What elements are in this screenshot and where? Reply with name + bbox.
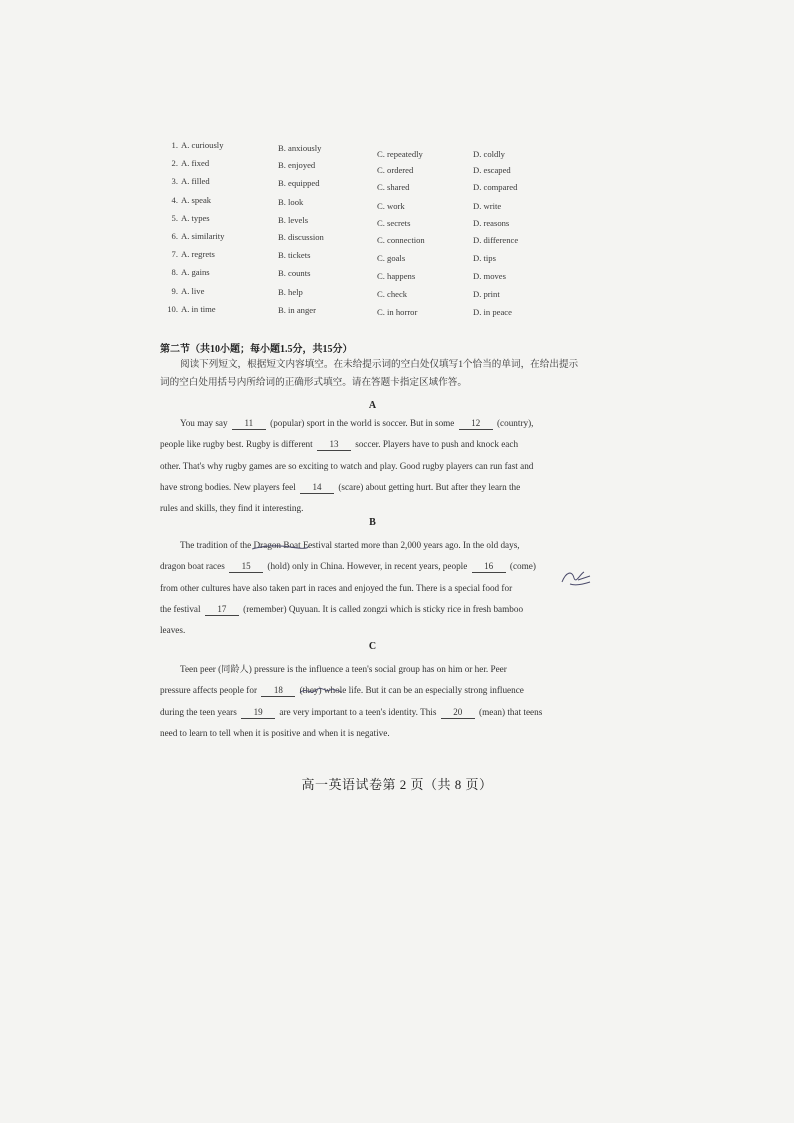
question-number: 6. <box>171 230 178 241</box>
passage-line: the festival 17 (remember) Quyuan. It is called zongzi which is sticky rice in fresh bamboo <box>160 603 524 614</box>
passage-line: The tradition of the Dragon Boat Festival started more than 2,000 years ago. In the old days, <box>180 540 520 550</box>
option-a: A. speak <box>181 194 212 205</box>
options-table <box>164 140 564 322</box>
option-d: D. difference <box>473 234 519 245</box>
passage-c <box>160 659 585 744</box>
question-number: 8. <box>171 267 178 278</box>
passage-line: have strong bodies. New players feel 14 (scare) about getting hurt. But after they learn the <box>160 481 521 492</box>
option-a: A. filled <box>181 176 210 187</box>
option-row <box>164 304 564 322</box>
passage-line: leaves. <box>160 625 186 636</box>
option-b: B. look <box>278 196 304 207</box>
option-row <box>164 195 564 213</box>
blank-11: 11 <box>232 418 266 430</box>
question-number: 10. <box>167 303 178 314</box>
option-a: A. gains <box>181 267 210 278</box>
option-a: A. live <box>181 285 205 296</box>
passage-line: rules and skills, they find it interesting. <box>160 503 304 514</box>
option-d: D. reasons <box>473 217 510 228</box>
option-row <box>164 267 564 285</box>
passage-line: need to learn to tell when it is positive and when it is negative. <box>160 727 390 738</box>
option-b: B. anxiously <box>278 143 322 153</box>
option-c: C. work <box>377 200 405 211</box>
passage-b <box>160 535 585 641</box>
option-a: A. curiously <box>181 140 224 150</box>
option-d: D. coldly <box>473 149 505 159</box>
question-number: 5. <box>171 212 178 223</box>
option-c: C. in horror <box>377 306 418 317</box>
option-b: B. counts <box>278 268 311 279</box>
option-b: B. in anger <box>278 304 316 315</box>
page-footer: 高一英语试卷第 2 页（共 8 页） <box>301 777 493 792</box>
option-a: A. types <box>181 212 210 223</box>
passage-a <box>160 413 585 519</box>
option-d: D. in peace <box>473 306 512 317</box>
passage-line: pressure affects people for 18 (they) whole life. But it can be an especially strong influence <box>160 685 524 696</box>
passage-c-heading: C <box>368 641 377 652</box>
option-c: C. secrets <box>377 217 411 228</box>
passage-line: You may say 11 (popular) sport in the world is soccer. But in some 12 (country), <box>180 418 534 428</box>
passage-line: from other cultures have also taken part in races and enjoyed the fun. There is a special food for <box>160 582 513 593</box>
pen-underline-mark <box>250 540 310 552</box>
blank-12: 12 <box>459 418 493 430</box>
section-instructions <box>160 356 580 392</box>
option-row <box>164 286 564 304</box>
option-row <box>164 231 564 249</box>
option-b: B. equipped <box>278 178 320 189</box>
option-row <box>164 176 564 194</box>
option-c: C. check <box>377 288 408 299</box>
passage-b-heading: B <box>369 517 376 528</box>
option-d: D. write <box>473 200 502 211</box>
question-number: 2. <box>171 158 178 169</box>
passage-line: people like rugby best. Rugby is different 13 soccer. Players have to push and knock each <box>160 439 519 450</box>
pen-scribble-mark <box>558 566 594 590</box>
question-number: 3. <box>171 176 178 187</box>
option-d: D. escaped <box>473 165 511 176</box>
option-d: D. print <box>473 288 500 299</box>
option-c: C. goals <box>377 253 406 264</box>
option-c: C. connection <box>377 234 425 245</box>
option-row <box>164 249 564 267</box>
option-a: A. regrets <box>181 249 215 260</box>
pen-scribble-mark <box>296 684 346 698</box>
passage-line: during the teen years 19 are very important to a teen's identity. This 20 (mean) that teens <box>160 706 543 717</box>
option-b: B. discussion <box>278 231 324 242</box>
instructions-text: 阅读下列短文，根据短文内容填空。在未给提示词的空白处仅填写1个恰当的单词，在给出提示词的空白处用括号内所给词的正确形式填空。请在答题卡指定区域作答。 <box>160 359 579 388</box>
question-number: 1. <box>171 140 178 150</box>
blank-15: 15 <box>229 561 263 573</box>
question-number: 7. <box>171 249 178 260</box>
blank-18: 18 <box>261 685 295 697</box>
passage-a-heading: A <box>368 400 377 411</box>
option-c: C. repeatedly <box>377 149 423 159</box>
passage-line: dragon boat races 15 (hold) only in China. However, in recent years, people 16 (come) <box>160 561 536 572</box>
option-row <box>164 158 564 176</box>
passage-line: Teen peer (同龄人) pressure is the influence a teen's social group has on him or her. Peer <box>180 664 507 674</box>
option-a: A. fixed <box>181 158 210 169</box>
option-c: C. shared <box>377 182 410 193</box>
option-b: B. levels <box>278 214 309 225</box>
option-c: C. happens <box>377 271 416 282</box>
blank-14: 14 <box>300 482 334 494</box>
blank-16: 16 <box>472 561 506 573</box>
question-number: 4. <box>171 194 178 205</box>
option-a: A. similarity <box>181 230 225 241</box>
section-title: 第二节（共10小题；每小题1.5分，共15分） <box>160 344 353 355</box>
option-b: B. help <box>278 286 303 297</box>
blank-13: 13 <box>317 439 351 451</box>
passage-line: other. That's why rugby games are so exciting to watch and play. Good rugby players can run fast and <box>160 460 534 471</box>
option-d: D. compared <box>473 182 518 193</box>
option-row <box>164 140 564 158</box>
option-c: C. ordered <box>377 165 414 176</box>
option-b: B. enjoyed <box>278 160 316 171</box>
question-number: 9. <box>171 285 178 296</box>
option-b: B. tickets <box>278 250 311 261</box>
blank-20: 20 <box>441 707 475 719</box>
option-a: A. in time <box>181 303 216 314</box>
option-d: D. tips <box>473 253 496 264</box>
option-row <box>164 213 564 231</box>
blank-17: 17 <box>205 604 239 616</box>
option-d: D. moves <box>473 271 506 282</box>
blank-19: 19 <box>241 707 275 719</box>
